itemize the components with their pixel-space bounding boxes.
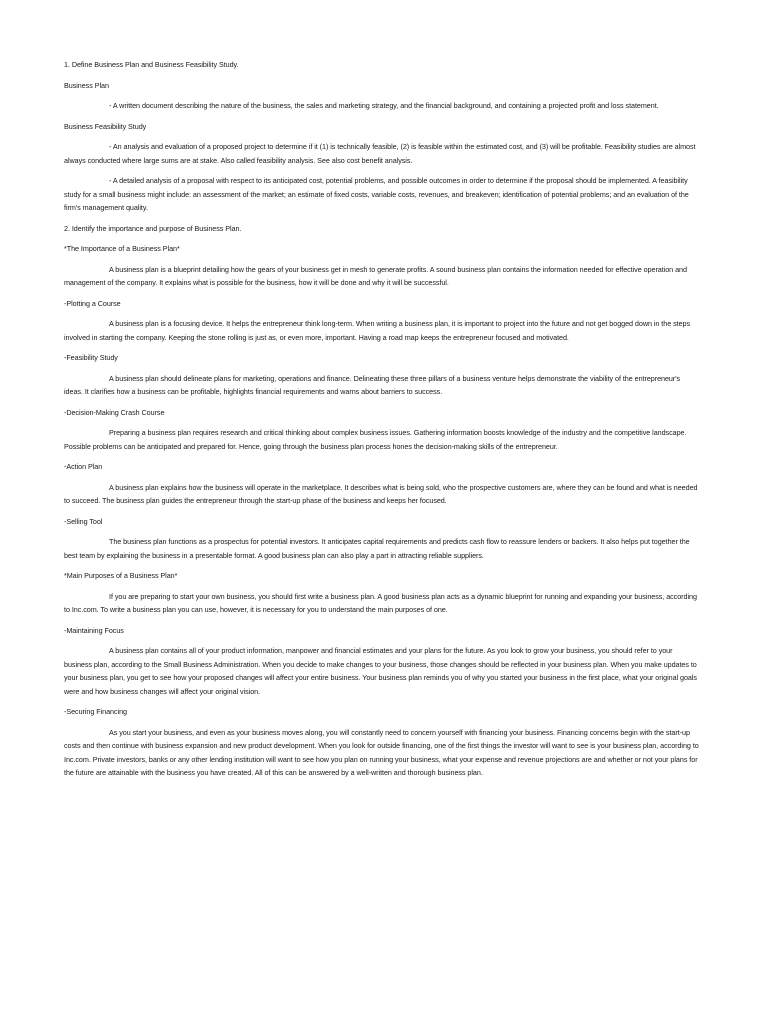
paragraph: A business plan explains how the business will operate in the marketplace. It describes what is being sold, who the prospective customers are, where they can be found and what is needed to succeed. The business plan guides the entrepreneur through the start-up phase of the business and keeps her focused. [64,482,698,505]
paragraph: As you start your business, and even as your business moves along, you will constantly need to concern yourself with financing your business. Financing concerns begin with the start-up costs and then continue with business expansion and new product development. When you look for outside financing, one of the first things the investor will want to see is your business plan, according to Inc.com. Private investors, banks or any other lending institution will want to see how you plan on running your business, what your expense and revenue projections are and whether or not your plans for the future are attainable with the business you have created. All of this can be answered by a well-written and thorough business plan. [64,727,699,777]
section-heading: Business Feasibility Study [64,121,147,131]
section-heading: -Selling Tool [64,516,103,526]
paragraph: If you are preparing to start your own business, you should first write a business plan. A good business plan acts as a dynamic blueprint for running and expanding your business, according to Inc.com. To write a business plan you can use, however, it is necessary for you to understand the main purposes of one. [64,591,697,614]
section-heading: -Plotting a Course [64,298,121,308]
paragraph: - A detailed analysis of a proposal with respect to its anticipated cost, potential problems, and possible outcomes in order to determine if the proposal should be implemented. A feasibility study for a small business might include: an assessment of the market; an estimate of fixed costs, variable costs, revenues, and breakeven; identification of potential problems; and an evaluation of the firm's management quality. [64,176,689,212]
paragraph: A business plan is a focusing device. It helps the entrepreneur think long-term. When writing a business plan, it is important to project into the future and not get bogged down in the steps involved in starting the company. Keeping the stone rolling is just as, or even more, important. Having a road map keeps the entrepreneur focused and motivated. [64,319,691,342]
section-heading: *Main Purposes of a Business Plan* [64,571,178,580]
paragraph: A business plan is a blueprint detailing how the gears of your business get in mesh to generate profits. A sound business plan contains the information needed for effective operation and management of the company. It explains what is possible for the business, how it will be done and why it will be successful. [64,264,687,287]
section-heading: -Action Plan [64,462,103,471]
paragraph: The business plan functions as a prospectus for potential investors. It anticipates capital requirements and predicts cash flow to reassure lenders or backers. It also helps put together the best team by explaining the business in a presentable format. A good business plan can also play a part in attracting reliable suppliers. [64,537,690,560]
section-heading: -Decision-Making Crash Course [64,407,165,417]
section-heading: *The Importance of a Business Plan* [64,244,180,253]
paragraph: A business plan contains all of your product information, manpower and financial estimates and your plans for the future. As you look to grow your business, you should refer to your business plan, according to the Small Business Administration. When you decide to make changes to your business, those changes should be reflected in your business plan. When you make updates to your business plan, you get to see how your proposed changes will affect your entire business. Your business plan reminds you of why you started your business in the first place, what your original goals were and how business changes will affect your original vision. [64,646,697,696]
section-heading: -Maintaining Focus [64,625,124,635]
paragraph: A business plan should delineate plans for marketing, operations and finance. Delineating these three pillars of a business venture helps demonstrate the viability of the entrepreneur's ideas. It clarifies how a business can be profitable, highlights financial requirements and warns about barriers to success. [64,373,681,396]
section-heading: Business Plan [64,80,109,90]
paragraph: - A written document describing the nature of the business, the sales and marketing strategy, and the financial background, and containing a projected profit and loss statement. [109,101,659,110]
section-heading: -Feasibility Study [64,353,118,362]
paragraph: - An analysis and evaluation of a proposed project to determine if it (1) is technically feasible, (2) is feasible within the estimated cost, and (3) will be profitable. Feasibility studies are almost always conducted where large sums are at stake. Also called feasibility analysis. See also cost benefit analysis. [64,142,696,165]
section-heading: 2. Identify the importance and purpose of Business Plan. [64,223,242,233]
paragraph: Preparing a business plan requires research and critical thinking about complex business issues. Gathering information boosts knowledge of the industry and the competitive landscape. Possible problems can be anticipated and prepared for. Hence, going through the business plan process hones the decision-making skills of the entrepreneur. [64,428,687,451]
section-heading: 1. Define Business Plan and Business Feasibility Study. [64,60,239,69]
document-body [64,58,700,787]
section-heading: -Securing Financing [64,707,127,716]
